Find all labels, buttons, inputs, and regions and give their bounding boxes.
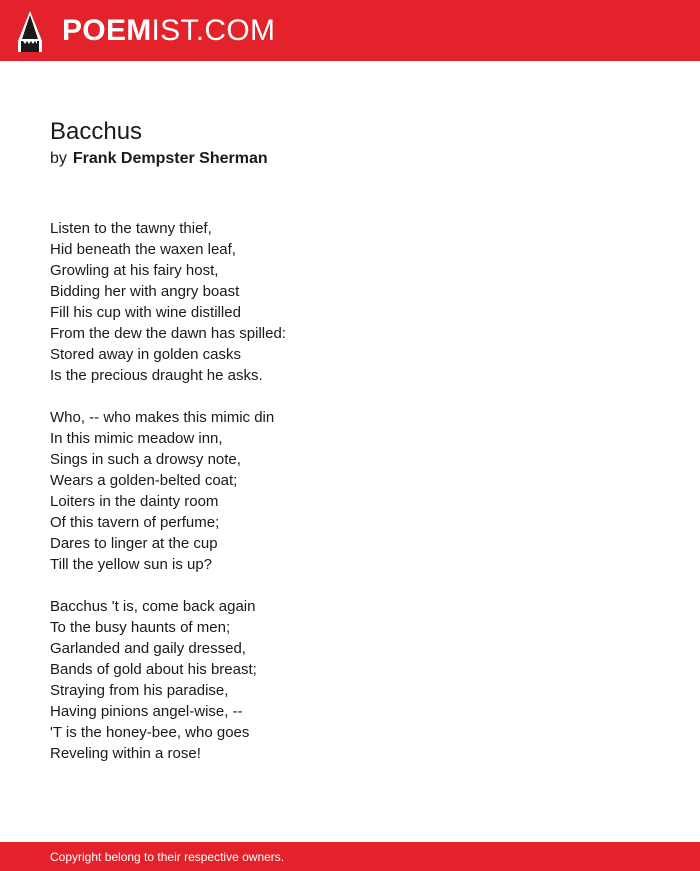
poem-body (50, 218, 286, 785)
poem-line: Who, -- who makes this mimic din (50, 409, 275, 426)
poem-title: Bacchus (50, 118, 143, 145)
poem-line: Stored away in golden casks (50, 346, 241, 363)
poem-line: Dares to linger at the cup (50, 535, 218, 552)
poem-line: Is the precious draught he asks. (50, 367, 263, 384)
logo-wordmark (62, 10, 275, 52)
poem-line: Reveling within a rose! (50, 745, 201, 762)
poem-line: Listen to the tawny thief, (50, 220, 212, 237)
poem-line: 'T is the honey-bee, who goes (50, 724, 250, 741)
stanza-1 (50, 218, 286, 386)
logo-bold-text: POEM (62, 14, 152, 47)
site-footer (0, 842, 700, 871)
stanza-3 (50, 596, 286, 764)
poem-line: Straying from his paradise, (50, 682, 229, 699)
poem-line: Growling at his fairy host, (50, 262, 219, 279)
stanza-2 (50, 407, 286, 575)
byline-prefix: by (50, 150, 67, 167)
poem-line: Sings in such a drowsy note, (50, 451, 241, 468)
poem-line: Bacchus 't is, come back again (50, 598, 256, 615)
poem-byline (50, 149, 268, 169)
poem-line: Wears a golden-belted coat; (50, 472, 238, 489)
pencil-tip-icon (18, 11, 42, 52)
poem-line: To the busy haunts of men; (50, 619, 231, 636)
poem-line: Bidding her with angry boast (50, 283, 240, 300)
poem-line: Having pinions angel-wise, -- (50, 703, 243, 720)
site-logo[interactable] (18, 10, 275, 52)
logo-light-text: IST.COM (151, 14, 276, 47)
poem-author[interactable]: Frank Dempster Sherman (72, 150, 268, 167)
copyright-text: Copyright belong to their respective owners. (50, 850, 285, 864)
site-header (0, 0, 700, 61)
poem-line: Bands of gold about his breast; (50, 661, 257, 678)
poem-line: Till the yellow sun is up? (50, 556, 213, 573)
poem-line: From the dew the dawn has spilled: (50, 325, 286, 342)
poem-line: Of this tavern of perfume; (50, 514, 220, 531)
poem-line: Fill his cup with wine distilled (50, 304, 241, 321)
poem-line: Loiters in the dainty room (50, 493, 219, 510)
poem-line: Garlanded and gaily dressed, (50, 640, 246, 657)
poem-line: Hid beneath the waxen leaf, (50, 241, 236, 258)
poem-line: In this mimic meadow inn, (50, 430, 223, 447)
